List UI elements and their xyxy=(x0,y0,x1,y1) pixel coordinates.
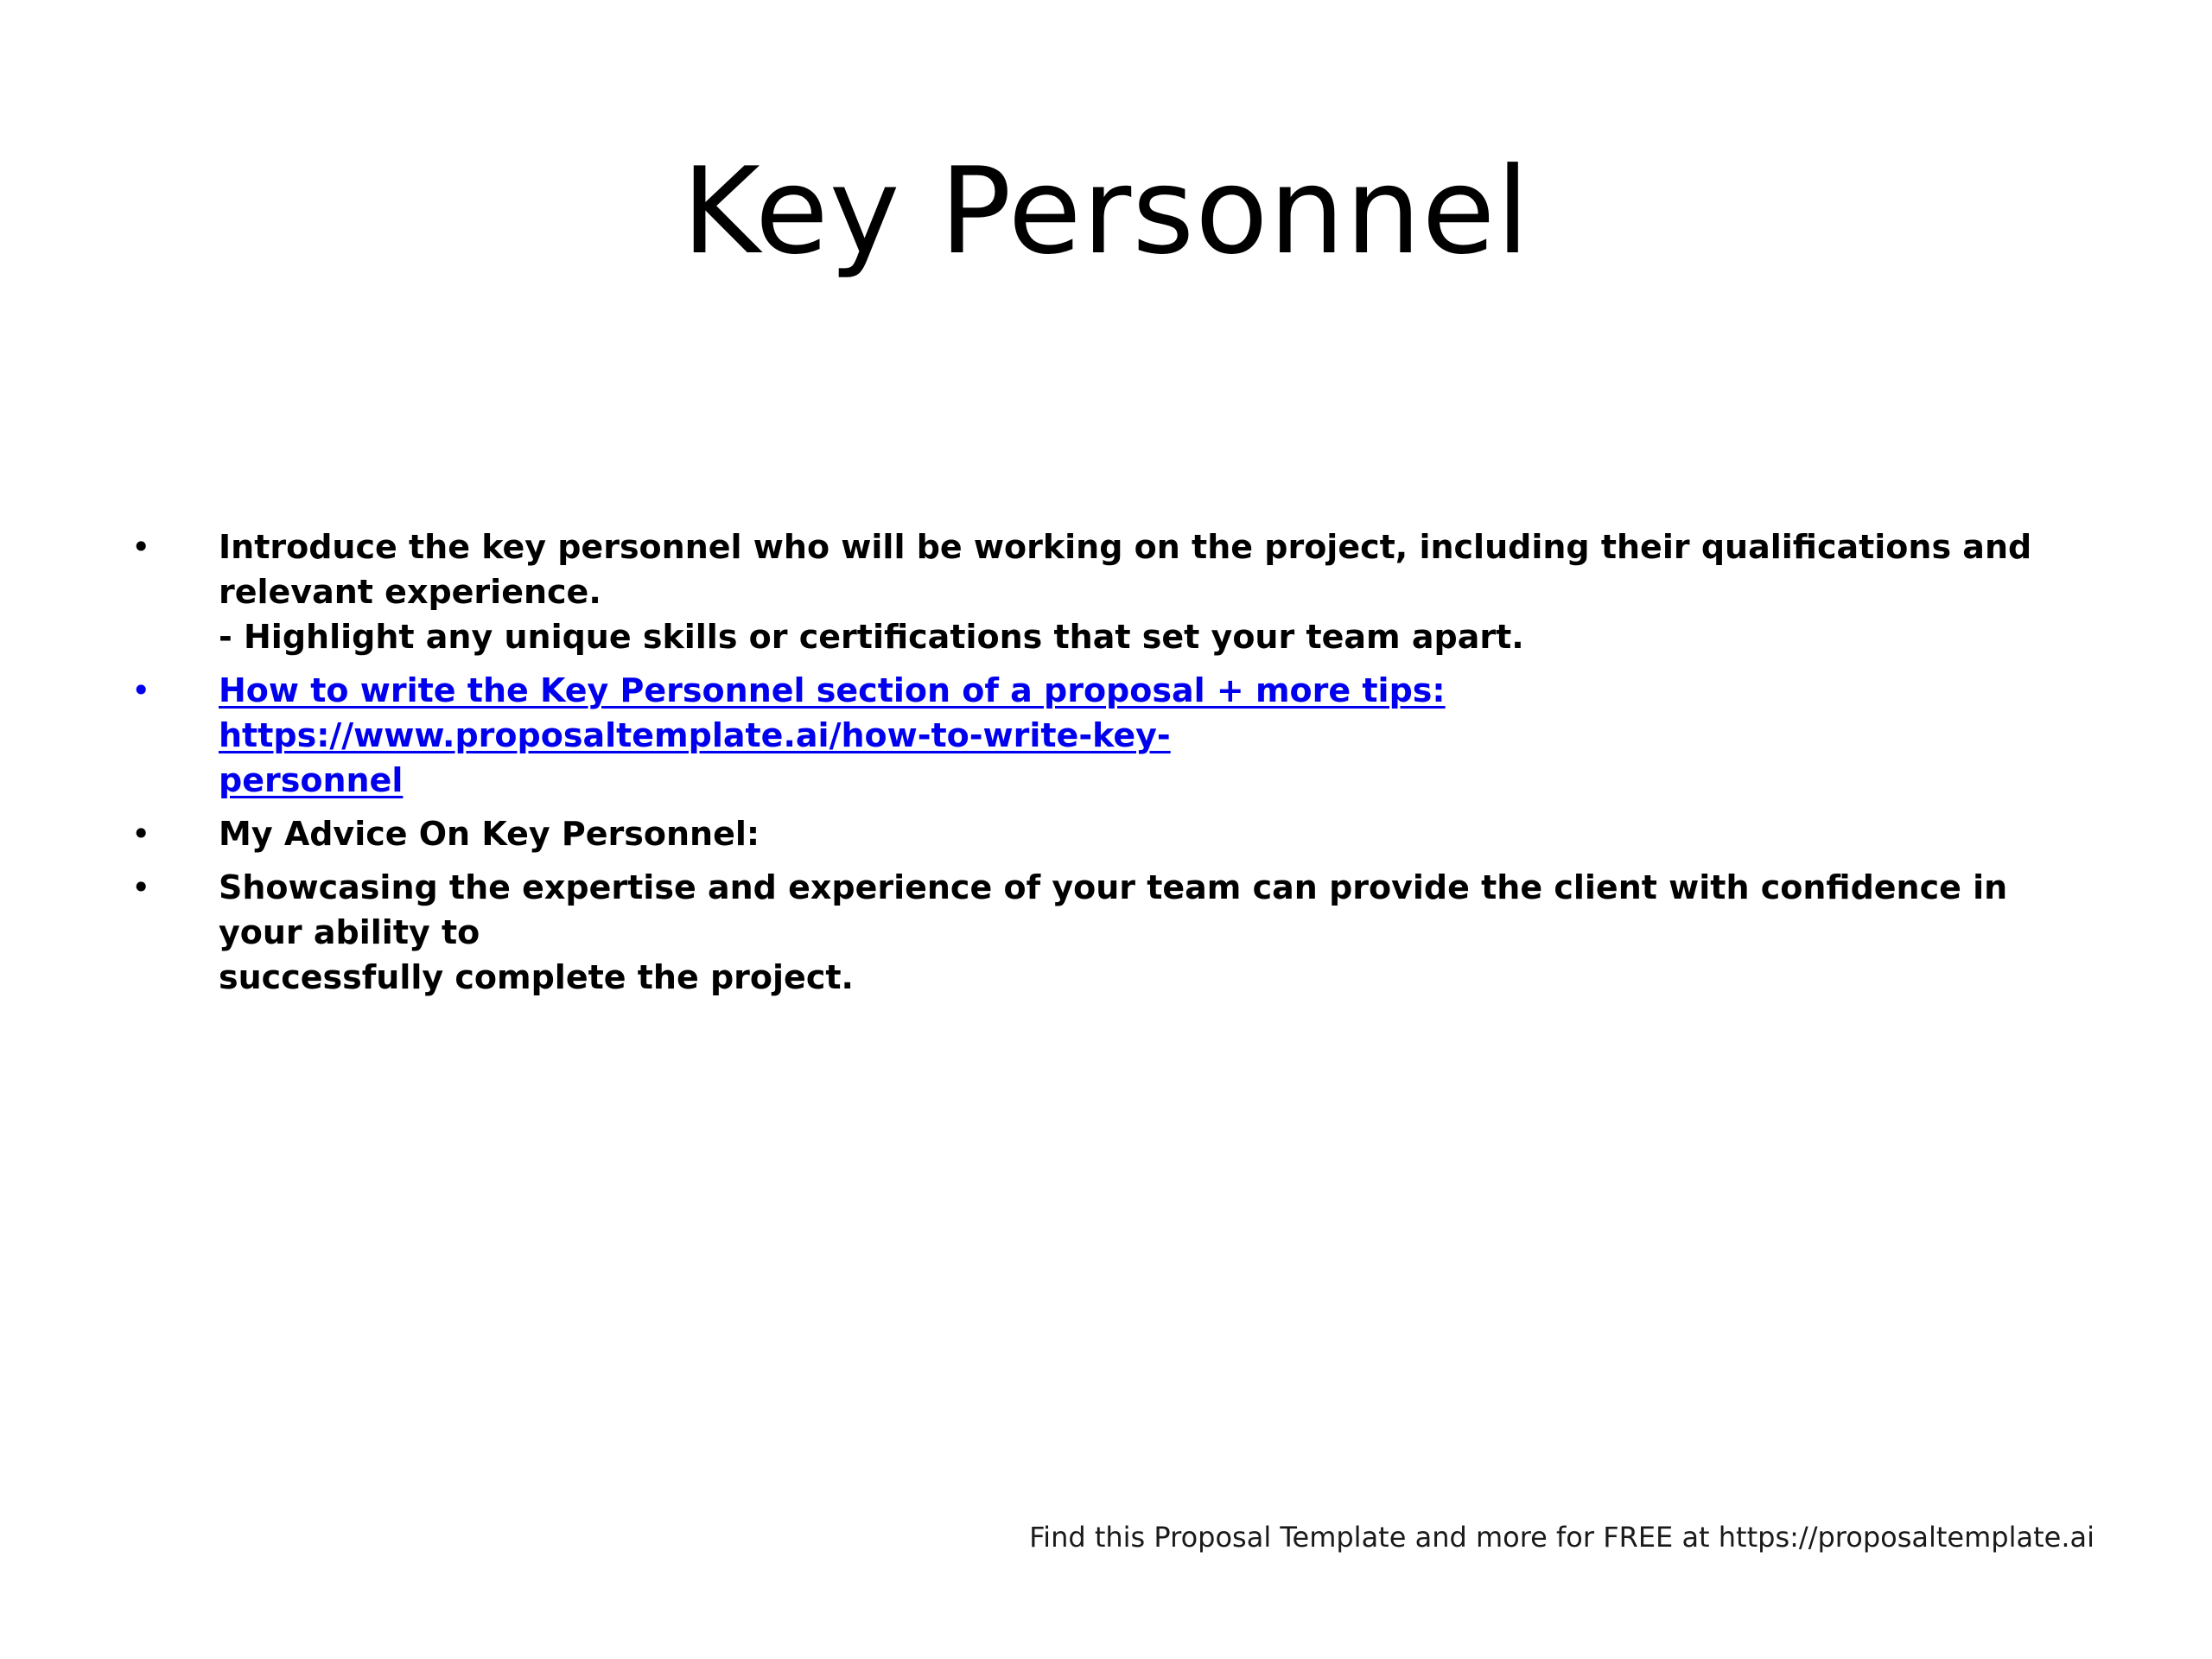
link-text-line: How to write the Key Personnel section of a proposal + more tips: https://www.proposaltemplate.ai/how-to-write-key- xyxy=(219,671,1446,754)
bullet-symbol: • xyxy=(131,815,151,853)
link-text-line: personnel xyxy=(219,761,404,799)
how-to-write-link[interactable] xyxy=(219,668,2081,803)
bullet-text-line: Showcasing the expertise and experience of your team can provide the client with confidence in your ability to xyxy=(219,868,2008,951)
bullet-item-introduce xyxy=(128,524,2081,659)
bullet-text-line: My Advice On Key Personnel: xyxy=(219,815,760,853)
bullet-symbol: • xyxy=(131,868,151,906)
bullet-item-link xyxy=(128,668,2081,803)
bullet-item-advice-heading xyxy=(128,811,2081,856)
slide-title: Key Personnel xyxy=(682,142,1530,281)
bullet-symbol: • xyxy=(131,671,151,709)
bullet-symbol: • xyxy=(131,528,151,566)
footer-text: Find this Proposal Template and more for FREE at https://proposaltemplate.ai xyxy=(1029,1521,2094,1554)
bullet-item-showcasing xyxy=(128,865,2081,1000)
bullet-text-line: Introduce the key personnel who will be working on the project, including their qualifications and relevant experience. xyxy=(219,528,2032,611)
bullet-list xyxy=(128,524,2081,1008)
bullet-text-line: - Highlight any unique skills or certifications that set your team apart. xyxy=(219,618,1524,656)
bullet-text-line: successfully complete the project. xyxy=(219,958,854,996)
